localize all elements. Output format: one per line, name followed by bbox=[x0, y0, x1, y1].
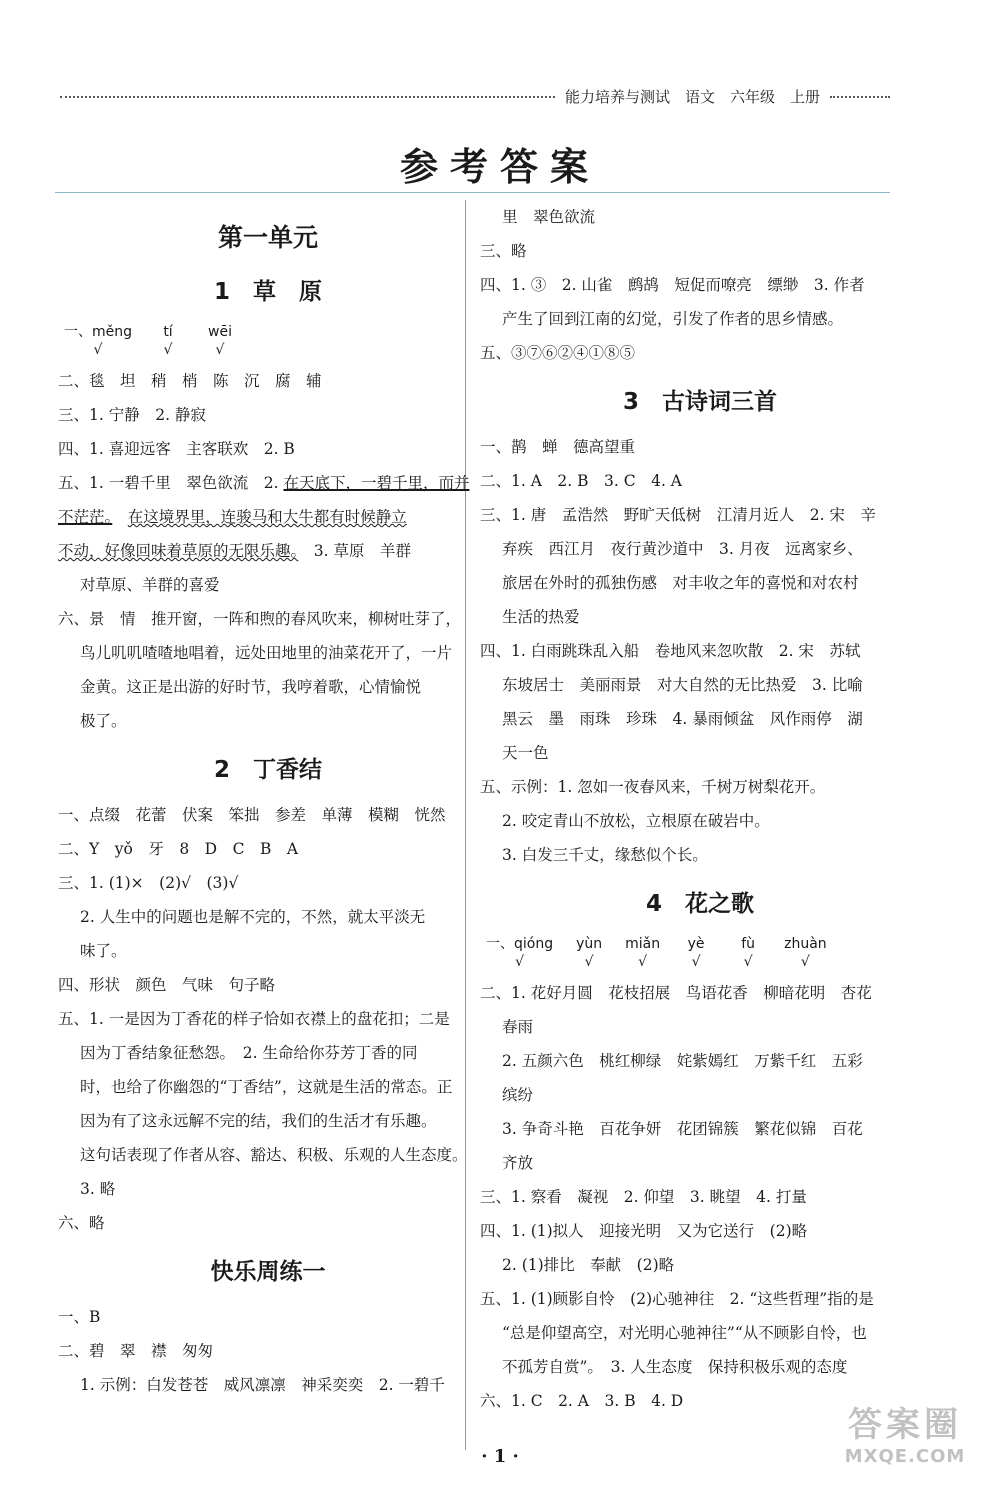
section-heading-weekly: 快乐周练一 bbox=[210, 1259, 326, 1285]
answer-line: 时，也给了你幽怨的“丁香结”，这就是生活的常态。正 bbox=[80, 1078, 453, 1096]
answer-line: 四、形状 颜色 气味 句子略 bbox=[58, 976, 276, 994]
answer-line: 三、1. 宁静 2. 静寂 bbox=[58, 406, 206, 424]
answer-line: 一、鹊 蝉 德高望重 bbox=[480, 438, 636, 456]
answer-line: 这句话表现了作者从容、豁达、积极、乐观的人生态度。 bbox=[80, 1146, 468, 1164]
answer-line: 因为丁香结象征愁怨。 2. 生命给你芬芳丁香的同 bbox=[80, 1044, 418, 1062]
answer-line: 金黄。这正是出游的好时节，我哼着歌，心情愉悦 bbox=[80, 678, 422, 696]
check-mark-icon: √ bbox=[800, 954, 810, 970]
answer-line: 2. 人生中的问题也是解不完的，不然，就太平淡无 bbox=[80, 908, 426, 926]
answer-line: 一、点缀 花蕾 伏案 笨拙 参差 单薄 模糊 恍然 bbox=[58, 806, 446, 824]
unit-heading: 第一单元 bbox=[217, 223, 318, 252]
answer-line: 弃疾 西江月 夜行黄沙道中 3. 月夜 远离家乡、 bbox=[502, 540, 863, 558]
page-number: · 1 · bbox=[481, 1446, 519, 1467]
answer-line: 一、B bbox=[58, 1308, 101, 1326]
wavy-underlined-text: 在这境界里，连骏马和大牛都有时候静立 bbox=[127, 508, 407, 526]
underlined-text: 不茫茫。 bbox=[58, 508, 113, 526]
answer-line: 三、1. (1)× (2)√ (3)√ bbox=[58, 874, 239, 892]
answer-line: 产生了回到江南的幻觉，引发了作者的思乡情感。 bbox=[502, 310, 844, 328]
answer-line: 因为有了这永远解不完的结，我们的生活才有乐趣。 bbox=[80, 1112, 437, 1130]
answer-line: 味了。 bbox=[80, 942, 127, 960]
pinyin-item: 一、měng √ bbox=[64, 324, 133, 358]
answer-line: 春雨 bbox=[502, 1018, 534, 1036]
answer-line: 六、略 bbox=[58, 1214, 105, 1232]
watermark-url: MXQE.COM bbox=[844, 1446, 966, 1467]
pinyin-item: fù √ bbox=[732, 934, 764, 970]
section-heading-1: 1 草 原 bbox=[213, 279, 322, 305]
answer-line: 二、1. 花好月圆 花枝招展 鸟语花香 柳暗花明 杏花 bbox=[480, 984, 872, 1002]
answer-line: 五、示例：1. 忽如一夜春风来，千树万树梨花开。 bbox=[480, 778, 826, 796]
answer-line: 3. 略 bbox=[80, 1180, 116, 1198]
answer-line: 里 翠色欲流 bbox=[502, 208, 596, 226]
site-watermark-logo bbox=[830, 1404, 980, 1480]
pinyin-item: yè √ bbox=[680, 934, 712, 970]
answer-line: 不孤芳自赏”。 3. 人生态度 保持积极乐观的态度 bbox=[502, 1358, 848, 1376]
answer-line: 二、毯 坦 稍 梢 陈 沉 腐 辅 bbox=[58, 372, 322, 390]
header-dots-right bbox=[830, 96, 890, 98]
check-mark-icon: √ bbox=[163, 342, 173, 358]
check-mark-icon: √ bbox=[743, 954, 753, 970]
pinyin-item: zhuàn √ bbox=[784, 936, 827, 970]
header-dots-left bbox=[60, 96, 555, 98]
answer-line: 鸟儿叽叽喳喳地唱着，远处田地里的油菜花开了，一片 bbox=[80, 644, 453, 662]
check-mark-icon: √ bbox=[93, 342, 103, 358]
answer-line: 东坡居士 美丽雨景 对大自然的无比热爱 3. 比喻 bbox=[502, 676, 863, 694]
pinyin-item: yùn √ bbox=[573, 934, 605, 970]
answer-line: 四、1. ③ 2. 山雀 鹧鸪 短促而嘹亮 缥缈 3. 作者 bbox=[480, 276, 865, 294]
wavy-underlined-text: 不动，好像回味着草原的无限乐趣。 bbox=[58, 542, 299, 560]
underlined-text: 在天底下，一碧千里，而并 bbox=[283, 474, 470, 492]
check-mark-icon: √ bbox=[691, 954, 701, 970]
pinyin-item: miǎn √ bbox=[625, 936, 661, 970]
answer-line: 四、1. (1)拟人 迎接光明 又为它送行 (2)略 bbox=[480, 1222, 808, 1240]
answer-line: 3. 白发三千丈，缘愁似个长。 bbox=[502, 846, 708, 864]
pinyin-item: wēi √ bbox=[204, 322, 236, 358]
title-rule bbox=[55, 192, 890, 193]
header-text: 能力培养与测试 语文 六年级 上册 bbox=[564, 88, 820, 106]
pinyin-row-1 bbox=[58, 322, 478, 358]
check-mark-icon: √ bbox=[584, 954, 594, 970]
answer-line: 六、1. C 2. A 3. B 4. D bbox=[480, 1392, 684, 1410]
answer-line: 1. 示例：白发苍苍 威风凛凛 神采奕奕 2. 一碧千 bbox=[80, 1376, 445, 1394]
right-column bbox=[480, 200, 920, 1418]
running-header bbox=[60, 86, 890, 107]
section-heading-4: 4 花之歌 bbox=[645, 891, 754, 917]
check-mark-icon: √ bbox=[215, 342, 225, 358]
answer-line: 三、1. 察看 凝视 2. 仰望 3. 眺望 4. 打量 bbox=[480, 1188, 807, 1206]
answer-line: 3. 争奇斗艳 百花争妍 花团锦簇 繁花似锦 百花 bbox=[502, 1120, 863, 1138]
answer-line: 四、1. 喜迎远客 主客联欢 2. B bbox=[58, 440, 295, 458]
section-heading-3: 3 古诗词三首 bbox=[622, 389, 777, 415]
answer-line: 不动，好像回味着草原的无限乐趣。 3. 草原 羊群 bbox=[58, 542, 411, 560]
answer-line: 五、1. 一碧千里 翠色欲流 2. 在天底下，一碧千里，而并 bbox=[58, 474, 470, 492]
pinyin-row-4 bbox=[480, 934, 920, 970]
pinyin-item: tí √ bbox=[152, 322, 184, 358]
answer-line: 生活的热爱 bbox=[502, 608, 580, 626]
answer-line: 五、1. 一是因为丁香花的样子恰如衣襟上的盘花扣；二是 bbox=[58, 1010, 450, 1028]
answer-line: 齐放 bbox=[502, 1154, 534, 1172]
section-heading-2: 2 丁香结 bbox=[213, 757, 322, 783]
answer-line: 二、Y yǒ 牙 8 D C B A bbox=[58, 840, 299, 858]
answer-line: 二、1. A 2. B 3. C 4. A bbox=[480, 472, 682, 490]
answer-line: 2. 咬定青山不放松，立根原在破岩中。 bbox=[502, 812, 770, 830]
answer-line: 二、碧 翠 襟 匆匆 bbox=[58, 1342, 214, 1360]
watermark-title: 答案圈 bbox=[848, 1405, 962, 1445]
answer-line: 六、景 情 推开窗，一阵和煦的春风吹来，柳树吐芽了， bbox=[58, 610, 462, 628]
answer-line: 天一色 bbox=[502, 744, 549, 762]
answer-line bbox=[58, 500, 478, 534]
answer-line: 三、略 bbox=[480, 242, 527, 260]
check-mark-icon: √ bbox=[638, 954, 648, 970]
answer-line: 旅居在外时的孤独伤感 对丰收之年的喜悦和对农村 bbox=[502, 574, 859, 592]
page-title: 参考答案 bbox=[399, 145, 600, 189]
answer-line: 2. (1)排比 奉献 (2)略 bbox=[502, 1256, 675, 1274]
check-mark-icon: √ bbox=[515, 954, 525, 970]
left-column bbox=[58, 200, 478, 1402]
answer-line: “总是仰望高空，对光明心驰神往”“从不顾影自怜，也 bbox=[502, 1324, 867, 1342]
answer-line: 黑云 墨 雨珠 珍珠 4. 暴雨倾盆 风作雨停 湖 bbox=[502, 710, 863, 728]
answer-line: 三、1. 唐 孟浩然 野旷天低树 江清月近人 2. 宋 辛 bbox=[480, 506, 876, 524]
answer-line: 2. 五颜六色 桃红柳绿 姹紫嫣红 万紫千红 五彩 bbox=[502, 1052, 863, 1070]
answer-line: 缤纷 bbox=[502, 1086, 534, 1104]
answer-line: 极了。 bbox=[80, 712, 127, 730]
answer-line: 五、③⑦⑥②④①⑧⑤ bbox=[480, 344, 636, 362]
answer-line: 对草原、羊群的喜爱 bbox=[80, 576, 220, 594]
answer-line: 四、1. 白雨跳珠乱入船 卷地风来忽吹散 2. 宋 苏轼 bbox=[480, 642, 861, 660]
pinyin-item: 一、qióng √ bbox=[486, 936, 554, 970]
answer-line: 五、1. (1)顾影自怜 (2)心驰神往 2. “这些哲理”指的是 bbox=[480, 1290, 874, 1308]
